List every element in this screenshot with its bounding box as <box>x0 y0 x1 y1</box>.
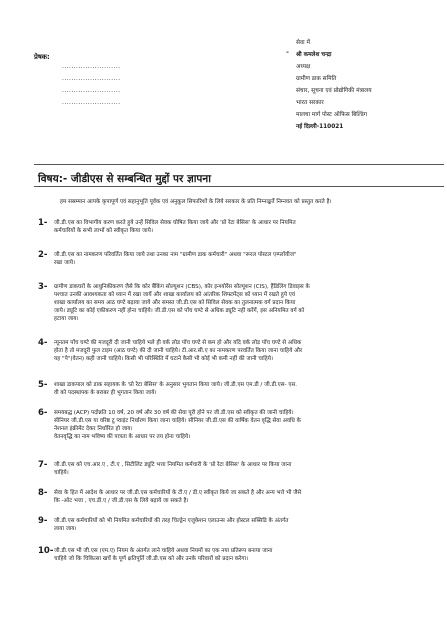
point-text-line: शाखा डाकपाल को डाक सहायक के 'प्रो रेटा बेसिस' के अनुसार भुगतान किया जाये। जी.डी.एस एम.डी / जी.डी.एस- एस. <box>54 382 298 388</box>
recipient-line: ग्रामीण डाक समिति <box>296 76 337 82</box>
recipient-line: संचार, सूचना एवं प्रोद्योगिकी मंत्रालय <box>296 88 372 94</box>
sender-line: ......................... <box>62 100 121 106</box>
sender-line: ......................... <box>62 76 121 82</box>
point-text-line: ग्रामीण डाकघरों के आधुनिकीकरण जैसे कि कोर बैंकिंग सोल्यूशन (CBS), कोर इन्श्योरेंस सोल्यूशन (CIS), हैंडिलिंग डिवाइस के <box>54 284 310 290</box>
recipient-line: सेवा में <box>296 40 310 46</box>
point-text-line: पश्चात उनकी आवश्यकता को ध्यान में रखा जायें और शाखा कार्यालय को आंतरिक शिफ्टमेंट्स को ध्यान में रखते हुये एवं <box>54 292 295 298</box>
point-text-line: होता है तो मजदूरी फुल टाइम (आठ घण्टे) की दी जानी चाहिये। टी.आर.सी.ए का नामकरण परवर्तित किया जाना चाहिये और <box>54 348 303 354</box>
point-number: 10- <box>38 546 54 556</box>
sender-line: ......................... <box>62 88 121 94</box>
sender-label: प्रेषक: <box>34 53 50 61</box>
recipient-name-text: श्री कमलेश चन्द्रा <box>296 52 332 58</box>
point-text <box>54 339 438 363</box>
point-number: 4- <box>38 338 48 348</box>
intro-paragraph: हम सस्रम्मान आपके कृपापूर्ण एवं सहानुभूति पूर्वक एवं अनुकूल सिफारिशों के लिये सरकार के प्रति निम्नाङ्कर्ते निम्नवत को प्रस्तुत करते है। <box>60 199 332 205</box>
point-number: 7- <box>38 460 48 470</box>
point-text <box>54 517 438 533</box>
point-number: 8- <box>38 488 48 498</box>
point-text-line: न्यूनतम पाँच घण्टे की मजदूरी दी जानी चाहिये भले ही वर्क लोड पाँच घण्टे से कम हो और यदि वर्क लोड पाँच घण्टे से अधिक <box>54 340 302 346</box>
point-text <box>54 219 438 235</box>
point-text-line: हटाया जाय। <box>54 316 79 322</box>
point-text-line: जी.डी.एस कर्मचारियों को भी नियमित कर्मचारियों की तरह चिल्ड्रेन एजुकेशन एलाउन्स और होस्टल सब्सिडि के अंतर्गत <box>54 518 289 524</box>
point-text-line: जी.डी.एस का नामकरण परिवर्तित किया जाये तथा उनका नाम "ग्रामीण डाक कर्मचारी" अथवा "रूरल पोस्टल एम्प्लॉयीज" <box>54 252 297 258</box>
point-text-line: सेवा के हित में आदेश के आधार पर जी.डी.एस कर्मचारियों के टी.ए / डी.ए स्वीकृत किये जा सकते है और अन्य भत्ते भी जैसे <box>54 490 302 496</box>
recipient-line: नई दिल्ली-110021 <box>296 124 344 130</box>
point-text-line: समयबद्ध (ACP) पदोन्नति 10 वर्ष, 20 वर्ष और 30 वर्ष की सेवा पूरी होने पर जी.डी.एस को स्वीकृत की जानी चाहिये। <box>54 410 294 416</box>
point-number: 9- <box>38 516 48 526</box>
divider <box>34 164 444 165</box>
point-text <box>54 409 438 441</box>
point-text-line: जी.डी.एस भी जी.एस (एम.ए) नियम के अंतर्गत लाने चाहिये अथवा नियमों का एक नया प्रतिरूप बनाया जाना <box>54 548 273 554</box>
recipient-line: मालचा मार्ग पोस्ट ऑफिस बिल्डिंग <box>296 112 368 118</box>
recipient-line: अध्यक्ष <box>296 64 311 70</box>
point-text-line: जाये। ड्यूटि का कोई एकीकरण नहीं होना चाहिये। जी.डी.एस को पाँच घण्टे से अधिक ड्यूटि नहीं करेंगें, इस अनियमित वर्ग को <box>54 308 305 314</box>
sender-line: ......................... <box>62 64 121 70</box>
point-text-line: लाया जाय। <box>54 526 77 532</box>
point-text <box>54 547 438 563</box>
point-text <box>54 461 438 477</box>
point-text <box>54 489 438 505</box>
point-text <box>54 251 438 267</box>
point-text-line: वेतनवृद्धि का नाम भविष्य की पात्रता के आधार पर तय होना चाहिये। <box>54 434 191 440</box>
point-text-line: रखा जाये। <box>54 260 76 266</box>
point-text-line: कर्मचारियों के सभी लाभों को स्वीकृत किया जाये। <box>54 228 153 234</box>
point-text-line: जी.डी.एस को एच.आर.ए , टी.ए , सिटीलिंट ड्यूटि भत्ता नियमित कर्मचारी के 'प्रो रेटा बेसिस' के आधार पर किया जाना <box>54 462 292 468</box>
point-text-line: शाखा कार्यालय का समय आठ घण्टे बढ़ाया जाये और समस्त जी.डी.एस को सिविल सेवक का तुलनात्मक वर्ग प्रदान किया <box>54 300 296 306</box>
point-number: 3- <box>38 282 48 292</box>
point-text-line: चाहिये जो कि चिकित्सा खर्चे के पूर्ण क्षतिपूर्ति जी.डी.एस को और उनके परिवारों को प्रदान करेगा। <box>54 556 249 562</box>
point-text <box>54 283 438 323</box>
point-number: 6- <box>38 408 48 418</box>
point-text-line: सीनियर जी.डी.एस या वरिष्ठ टू प्वाइंट निर्धारण किया जाना चाहिये। सीनियर जी.डी.एस की वार्षिक वेतन वृद्धि सेवा अवधि के <box>54 418 301 424</box>
point-number: 5- <box>38 380 48 390</box>
point-text-line: चाहिये। <box>54 470 69 476</box>
point-text <box>54 381 438 397</box>
point-text-line: यह "पे"(वेतन) कही जानी चाहिये। किसी भी परिस्थिति में घटाने कैसी भी कोई भी कमी नहीं की जानी चाहिये। <box>54 356 274 362</box>
point-text-line: कि -ओट भत्ता , एच.डी.ए / जी.डी.एस के लिये बढ़ाये जा सकते है। <box>54 498 189 504</box>
divider <box>34 186 444 187</box>
point-number: 1- <box>38 218 48 228</box>
point-number: 2- <box>38 250 48 260</box>
point-text-line: वी को पदस्थापक के बराबर ही भुगतान किया जाये। <box>54 390 157 396</box>
point-text-line: नेशनल इंक्रीमेंट देकर निर्धारित हो जाय। <box>54 426 133 432</box>
subject-line: विषय:- जीडीएस से सम्बन्धित मुद्दों पर ज्ञापना <box>38 173 211 185</box>
recipient-line: भारत सरकार <box>296 100 324 106</box>
point-text-line: जी.डी.एस का विभागीय करण करते हुये उन्हें सिविल सेवक घोषित किया जाये और 'प्रो रेटा बेसिस' के आधार पर नियमित <box>54 220 296 226</box>
recipient-name: – श्री कमलेश चन्द्रा <box>286 50 332 58</box>
